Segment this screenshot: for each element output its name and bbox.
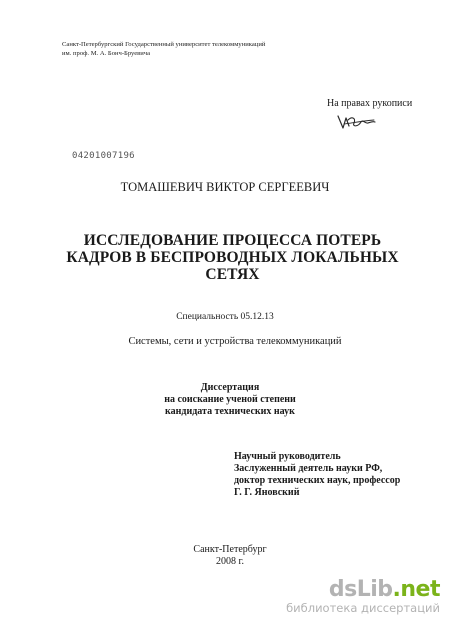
watermark-tagline: библиотека диссертаций xyxy=(286,601,440,615)
dslib-logo xyxy=(329,577,440,602)
handwritten-signature xyxy=(334,110,378,136)
thesis-title-line: СЕТЯХ xyxy=(205,266,260,283)
logo-dot: . xyxy=(392,577,401,602)
degree-statement xyxy=(0,382,450,418)
serial-number: 04201007196 xyxy=(72,151,135,161)
institution-line-2: им. проф. М. А. Бонч-Бруевича xyxy=(62,50,151,57)
thesis-title xyxy=(60,232,405,283)
rights-note: На правах рукописи xyxy=(327,98,413,109)
logo-tld: net xyxy=(400,577,440,602)
degree-line: Диссертация xyxy=(200,382,260,393)
supervisor-line: Научный руководитель xyxy=(234,451,341,462)
city: Санкт-Петербург xyxy=(193,544,267,555)
dslib-watermark[interactable] xyxy=(282,577,446,617)
place-and-year xyxy=(0,544,450,568)
thesis-title-line: ИССЛЕДОВАНИЕ ПРОЦЕССА ПОТЕРЬ xyxy=(83,232,382,249)
degree-line: на соискание ученой степени xyxy=(164,394,296,405)
supervisor-line: Г. Г. Яновский xyxy=(234,487,300,498)
supervisor-line: доктор технических наук, профессор xyxy=(234,475,401,486)
logo-brand: dsLib xyxy=(328,577,393,602)
supervisor-line: Заслуженный деятель науки РФ, xyxy=(234,463,383,474)
degree-line: кандидата технических наук xyxy=(165,406,295,417)
author-name: ТОМАШЕВИЧ ВИКТОР СЕРГЕЕВИЧ xyxy=(120,180,330,194)
research-field: Системы, сети и устройства телекоммуникаций xyxy=(128,336,342,347)
specialty-code: Специальность 05.12.13 xyxy=(176,312,274,322)
institution-line-1: Санкт-Петербургский Государственный университет телекоммуникаций xyxy=(62,41,266,48)
supervisor-block xyxy=(234,451,400,499)
thesis-title-line: КАДРОВ В БЕСПРОВОДНЫХ ЛОКАЛЬНЫХ xyxy=(66,249,399,266)
year: 2008 г. xyxy=(216,556,244,567)
